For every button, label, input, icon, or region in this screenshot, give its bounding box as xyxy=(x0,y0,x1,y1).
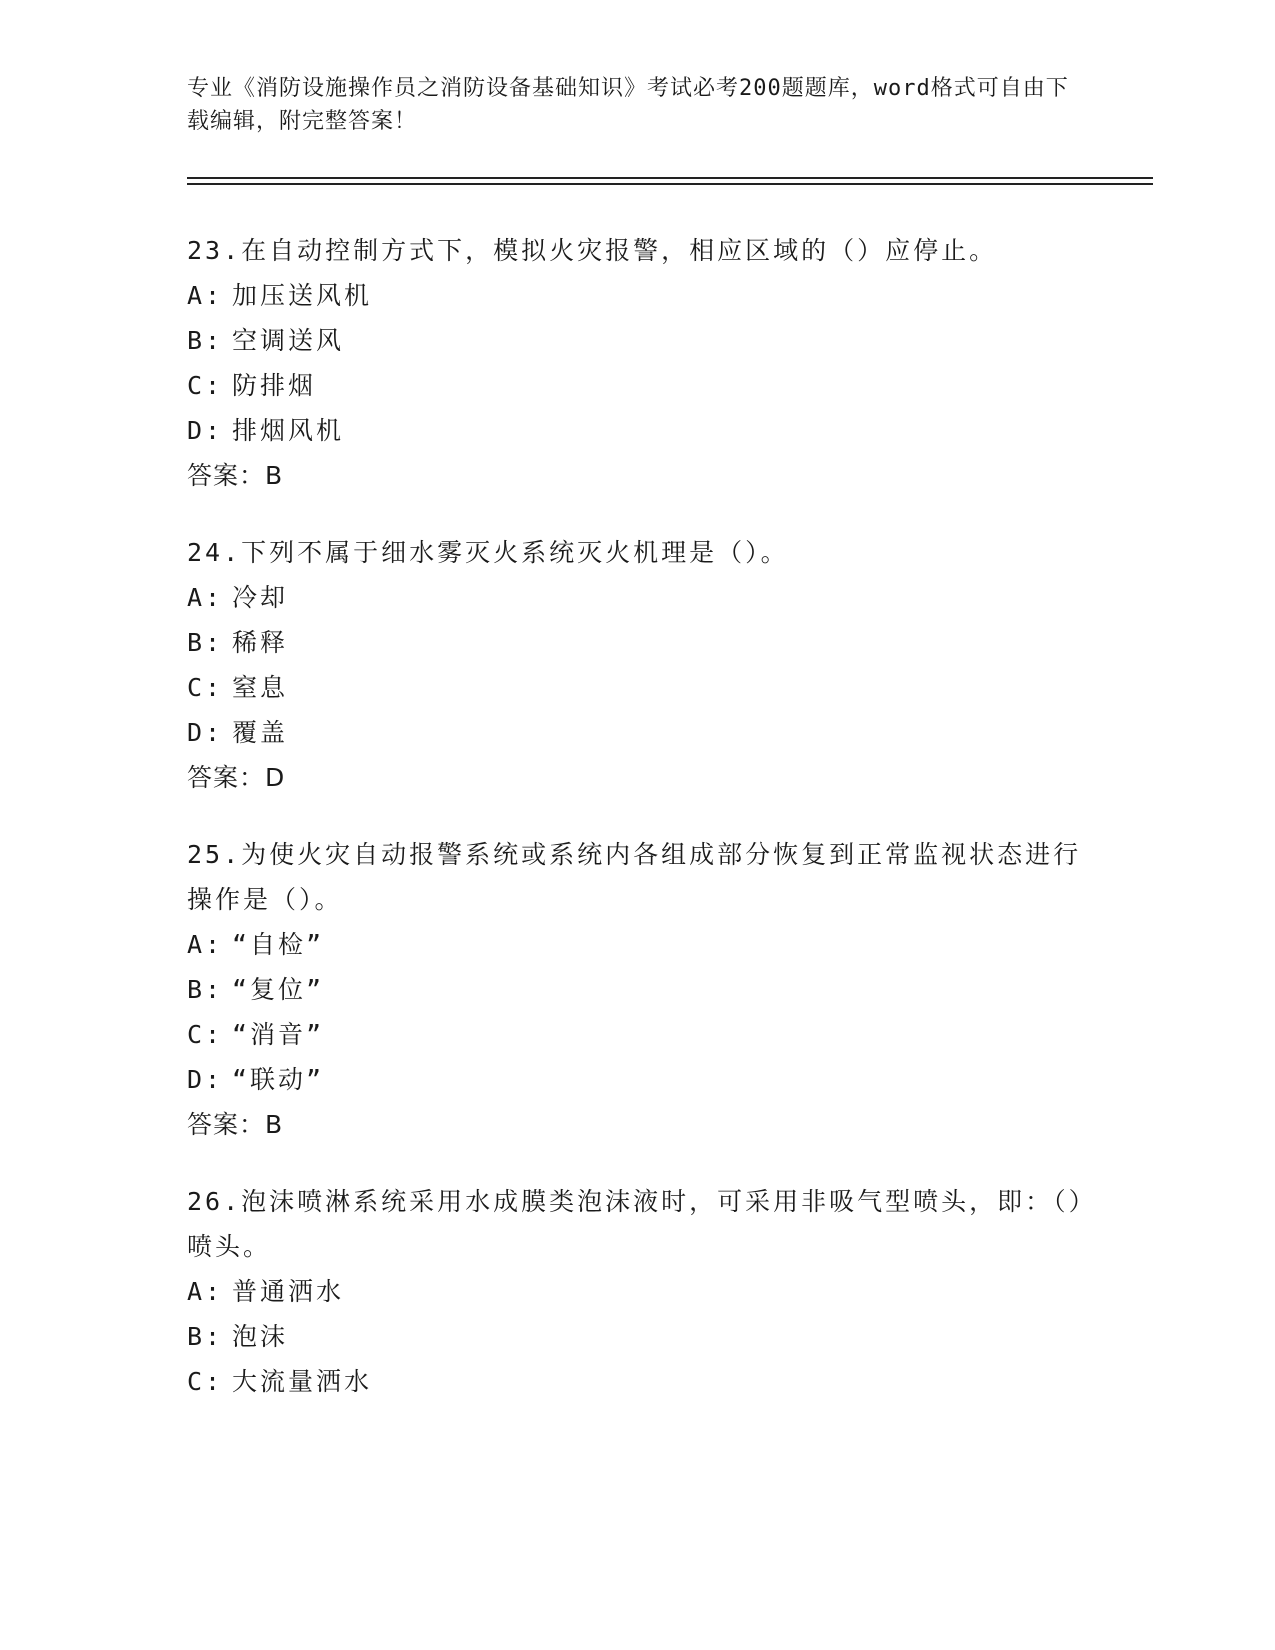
option-letter: C: xyxy=(187,1367,224,1396)
option-b xyxy=(187,620,1087,665)
question-text: 23.在自动控制方式下，模拟火灾报警，相应区域的（）应停止。 xyxy=(187,236,998,265)
option-a xyxy=(187,1269,1087,1314)
question-item xyxy=(187,228,1087,498)
option-letter: A: xyxy=(187,583,224,612)
option-b xyxy=(187,318,1087,363)
option-a xyxy=(187,575,1087,620)
option-d xyxy=(187,710,1087,755)
option-c xyxy=(187,363,1087,408)
question-item xyxy=(187,832,1087,1147)
option-text: 大流量洒水 xyxy=(232,1367,373,1396)
question-text: 24.下列不属于细水雾灭火系统灭火机理是（）。 xyxy=(187,538,789,567)
header-divider-top xyxy=(187,177,1153,179)
option-text: “消音” xyxy=(232,1020,325,1049)
option-d xyxy=(187,1057,1087,1102)
answer-text: 答案：B xyxy=(187,461,284,490)
option-c xyxy=(187,1012,1087,1057)
option-b xyxy=(187,1314,1087,1359)
option-letter: B: xyxy=(187,1322,224,1351)
option-letter: D: xyxy=(187,416,224,445)
question-text: 25.为使火灾自动报警系统或系统内各组成部分恢复到正常监视状态进行操作是（）。 xyxy=(187,840,1082,914)
option-letter: C: xyxy=(187,371,224,400)
option-c xyxy=(187,665,1087,710)
option-text: 防排烟 xyxy=(232,371,317,400)
option-letter: B: xyxy=(187,975,224,1004)
option-b xyxy=(187,967,1087,1012)
option-text: 稀释 xyxy=(232,628,289,657)
answer-text: 答案：B xyxy=(187,1110,284,1139)
option-text: “联动” xyxy=(232,1065,325,1094)
option-letter: C: xyxy=(187,1020,224,1049)
option-a xyxy=(187,273,1087,318)
option-letter: A: xyxy=(187,930,224,959)
option-d xyxy=(187,408,1087,453)
option-text: 覆盖 xyxy=(232,718,289,747)
header-divider-bottom xyxy=(187,183,1153,185)
question-list xyxy=(187,228,1087,1436)
option-letter: A: xyxy=(187,1277,224,1306)
option-letter: D: xyxy=(187,1065,224,1094)
option-text: 窒息 xyxy=(232,673,289,702)
document-header: 专业《消防设施操作员之消防设备基础知识》考试必考200题题库，word格式可自由下载编辑，附完整答案！ xyxy=(187,76,1069,134)
option-text: “自检” xyxy=(232,930,325,959)
option-letter: C: xyxy=(187,673,224,702)
option-letter: A: xyxy=(187,281,224,310)
option-text: 空调送风 xyxy=(232,326,345,355)
option-letter: D: xyxy=(187,718,224,747)
answer-text: 答案：D xyxy=(187,763,286,792)
option-letter: B: xyxy=(187,326,224,355)
option-a xyxy=(187,922,1087,967)
option-text: 普通洒水 xyxy=(232,1277,345,1306)
option-text: 泡沫 xyxy=(232,1322,289,1351)
option-text: 排烟风机 xyxy=(232,416,345,445)
option-text: 冷却 xyxy=(232,583,289,612)
option-letter: B: xyxy=(187,628,224,657)
question-item xyxy=(187,530,1087,800)
option-c xyxy=(187,1359,1087,1404)
option-text: 加压送风机 xyxy=(232,281,373,310)
question-item xyxy=(187,1179,1087,1404)
question-text: 26.泡沫喷淋系统采用水成膜类泡沫液时，可采用非吸气型喷头，即：（）喷头。 xyxy=(187,1187,1085,1261)
option-text: “复位” xyxy=(232,975,325,1004)
